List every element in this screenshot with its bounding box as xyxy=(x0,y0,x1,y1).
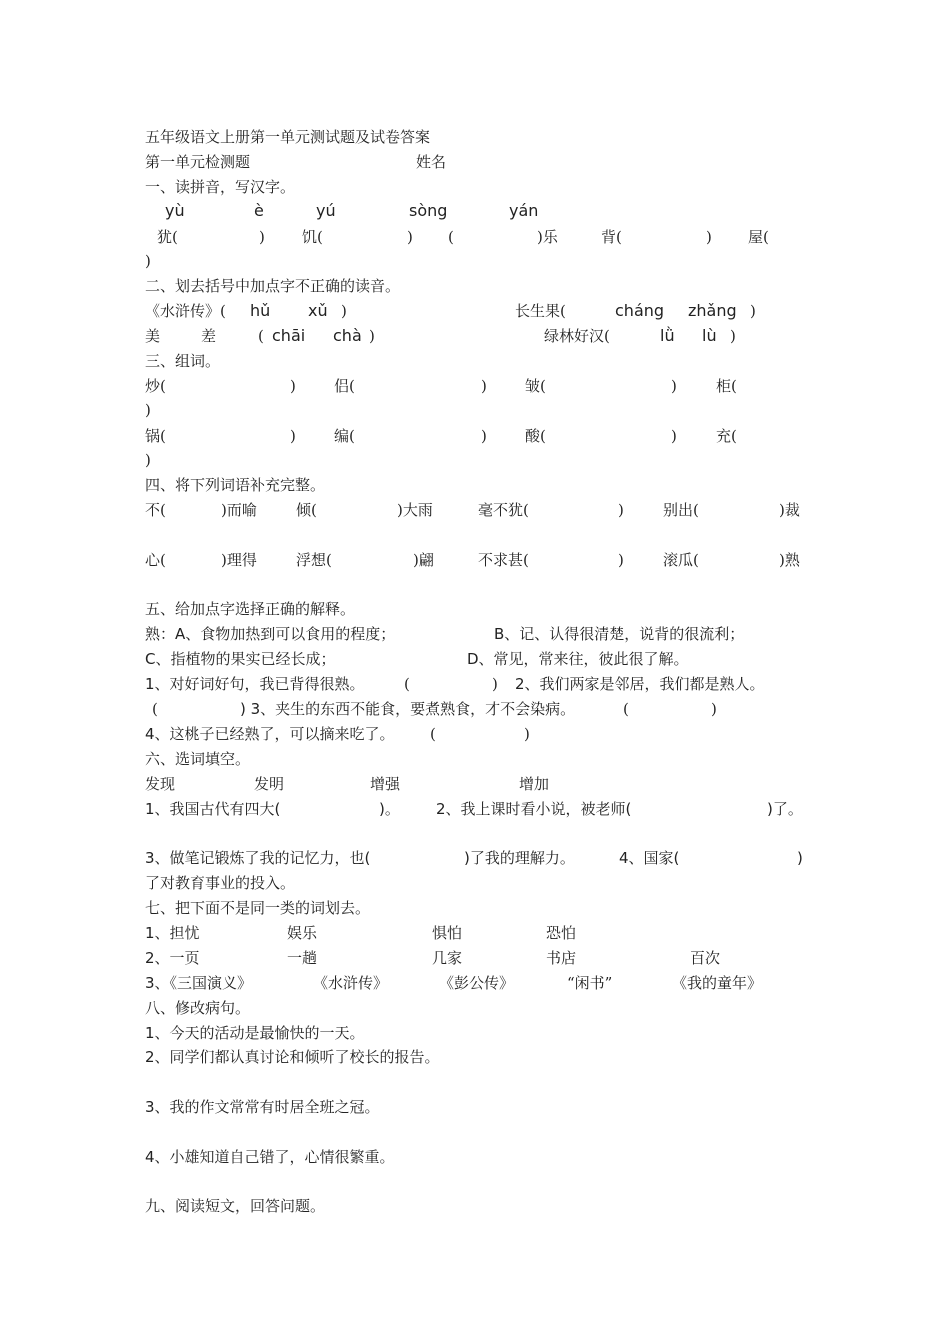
idiom-part: ) xyxy=(618,501,624,519)
idiom-part: 别出( xyxy=(663,501,699,519)
pinyin: yú xyxy=(316,201,336,220)
pinyin: hǔ xyxy=(250,301,271,320)
question: )了我的理解力。 xyxy=(464,849,575,867)
answer-item: 柜( xyxy=(716,377,737,395)
pinyin: xǔ xyxy=(308,301,328,320)
answer-item: ) xyxy=(290,377,296,395)
word: ) xyxy=(750,302,756,320)
answer-paren: ( xyxy=(404,675,410,693)
word: 娱乐 xyxy=(287,924,318,942)
question: 了对教育事业的投入。 xyxy=(145,874,296,892)
question: 4、国家( xyxy=(619,849,680,867)
word: 百次 xyxy=(690,949,721,967)
idiom-part: 心( xyxy=(145,551,166,569)
answer-item: 编( xyxy=(334,427,355,445)
idiom-part: 滚瓜( xyxy=(663,551,699,569)
word: 绿林好汉( xyxy=(544,327,610,345)
pinyin: yán xyxy=(509,201,539,220)
answer-item: 锅( xyxy=(145,427,166,445)
answer-item: 犹( xyxy=(157,228,178,246)
answer-item: ( xyxy=(448,228,454,246)
answer-item: ) xyxy=(671,377,677,395)
word: 3、《三国演义》 xyxy=(145,974,253,992)
word: 《我的童年》 xyxy=(672,974,763,992)
word-choice: 发现 xyxy=(145,775,176,793)
answer-item: )乐 xyxy=(537,228,558,246)
answer-paren: ) xyxy=(797,849,803,867)
word: ) xyxy=(730,327,736,345)
word: 美 xyxy=(145,327,161,345)
answer-item: 饥( xyxy=(302,228,323,246)
question: 1、我国古代有四大( xyxy=(145,800,281,818)
word: ) xyxy=(369,327,375,345)
answer-item: ) xyxy=(706,228,712,246)
answer-item: 皱( xyxy=(525,377,546,395)
answer-paren: ( xyxy=(430,725,436,743)
word: 惧怕 xyxy=(432,924,463,942)
pinyin: sòng xyxy=(409,201,448,220)
answer-item: 背( xyxy=(601,228,622,246)
option-c: C、指植物的果实已经长成； xyxy=(145,650,336,668)
answer-item: 屋( xyxy=(748,228,769,246)
word: ) xyxy=(341,302,347,320)
answer-paren: ( xyxy=(623,700,629,718)
idiom-part: )熟 xyxy=(779,551,800,569)
option-d: D、常见，常来往，彼此很了解。 xyxy=(467,650,689,668)
answer-paren: )了。 xyxy=(767,800,803,818)
test-title: 第一单元检测题 xyxy=(145,153,251,171)
word: 2、一页 xyxy=(145,949,200,967)
answer-paren: )。 xyxy=(379,800,400,818)
answer-paren: ) xyxy=(492,675,498,693)
idiom-part: )大雨 xyxy=(397,501,433,519)
sentence: 2、同学们都认真讨论和倾听了校长的报告。 xyxy=(145,1048,440,1066)
option-a: 熟：A、食物加热到可以食用的程度； xyxy=(145,625,396,643)
answer-item: ) xyxy=(145,252,151,270)
word-choice: 增加 xyxy=(519,775,550,793)
pinyin: è xyxy=(254,201,264,220)
section-5-heading: 五、给加点字选择正确的解释。 xyxy=(145,600,356,618)
word: 几家 xyxy=(432,949,463,967)
pinyin: chà xyxy=(333,326,362,345)
pinyin: lǜ xyxy=(660,326,675,345)
sentence: 3、我的作文常常有时居全班之冠。 xyxy=(145,1098,380,1116)
word: 《彭公传》 xyxy=(439,974,515,992)
section-9-heading: 九、阅读短文，回答问题。 xyxy=(145,1197,326,1215)
question: 2、我们两家是邻居，我们都是熟人。 xyxy=(515,675,765,693)
word-choice: 发明 xyxy=(254,775,285,793)
idiom-part: 毫不犹( xyxy=(478,501,529,519)
answer-item: ) xyxy=(481,427,487,445)
idiom-part: )裁 xyxy=(779,501,800,519)
idiom-part: )理得 xyxy=(221,551,257,569)
idiom-part: )而喻 xyxy=(221,501,257,519)
pinyin: lù xyxy=(702,326,717,345)
answer-item: 酸( xyxy=(525,427,546,445)
section-3-heading: 三、组词。 xyxy=(145,352,221,370)
word: 差 xyxy=(201,327,217,345)
question: 1、对好词好句，我已背得很熟。 xyxy=(145,675,365,693)
doc-title: 五年级语文上册第一单元测试题及试卷答案 xyxy=(145,128,431,146)
question: 2、我上课时看小说，被老师( xyxy=(436,800,632,818)
word: 恐怕 xyxy=(546,924,577,942)
word: 书店 xyxy=(546,949,577,967)
section-6-heading: 六、选词填空。 xyxy=(145,750,251,768)
pinyin: zhǎng xyxy=(688,301,737,320)
answer-item: ) xyxy=(481,377,487,395)
word: 《水浒传》( xyxy=(145,302,226,320)
answer-paren: ( xyxy=(152,700,158,718)
word: “闲书” xyxy=(567,974,613,992)
word-choice: 增强 xyxy=(370,775,401,793)
section-4-heading: 四、将下列词语补充完整。 xyxy=(145,476,326,494)
question: ) 3、夹生的东西不能食，要煮熟食，才不会染病。 xyxy=(240,700,576,718)
sentence: 4、小雄知道自己错了，心情很繁重。 xyxy=(145,1148,395,1166)
idiom-part: 浮想( xyxy=(296,551,332,569)
section-1-heading: 一、读拼音，写汉字。 xyxy=(145,178,296,196)
pinyin: cháng xyxy=(615,301,665,320)
idiom-part: )翩 xyxy=(413,551,434,569)
word: 1、担忧 xyxy=(145,924,200,942)
idiom-part: 倾( xyxy=(296,501,317,519)
answer-item: ) xyxy=(145,451,151,469)
answer-item: 炒( xyxy=(145,377,166,395)
word: 《水浒传》 xyxy=(313,974,389,992)
idiom-part: 不求甚( xyxy=(478,551,529,569)
word: 一趟 xyxy=(287,949,318,967)
pinyin: chāi xyxy=(272,326,306,345)
option-b: B、记、认得很清楚，说背的很流利； xyxy=(494,625,745,643)
word: ( xyxy=(258,327,264,345)
section-8-heading: 八、修改病句。 xyxy=(145,999,251,1017)
sentence: 1、今天的活动是最愉快的一天。 xyxy=(145,1024,365,1042)
question: 4、这桃子已经熟了，可以摘来吃了。 xyxy=(145,725,395,743)
section-7-heading: 七、把下面不是同一类的词划去。 xyxy=(145,899,371,917)
answer-item: 侣( xyxy=(334,377,355,395)
answer-item: ) xyxy=(145,401,151,419)
idiom-part: 不( xyxy=(145,501,166,519)
answer-paren: ) xyxy=(524,725,530,743)
answer-item: ) xyxy=(259,228,265,246)
answer-item: ) xyxy=(290,427,296,445)
name-label: 姓名 xyxy=(416,153,447,171)
word: 长生果( xyxy=(515,302,566,320)
pinyin: yù xyxy=(165,201,185,220)
idiom-part: ) xyxy=(618,551,624,569)
question: 3、做笔记锻炼了我的记忆力，也( xyxy=(145,849,371,867)
answer-item: 充( xyxy=(716,427,737,445)
answer-paren: ) xyxy=(711,700,717,718)
answer-item: ) xyxy=(671,427,677,445)
section-2-heading: 二、划去括号中加点字不正确的读音。 xyxy=(145,277,401,295)
answer-item: ) xyxy=(407,228,413,246)
